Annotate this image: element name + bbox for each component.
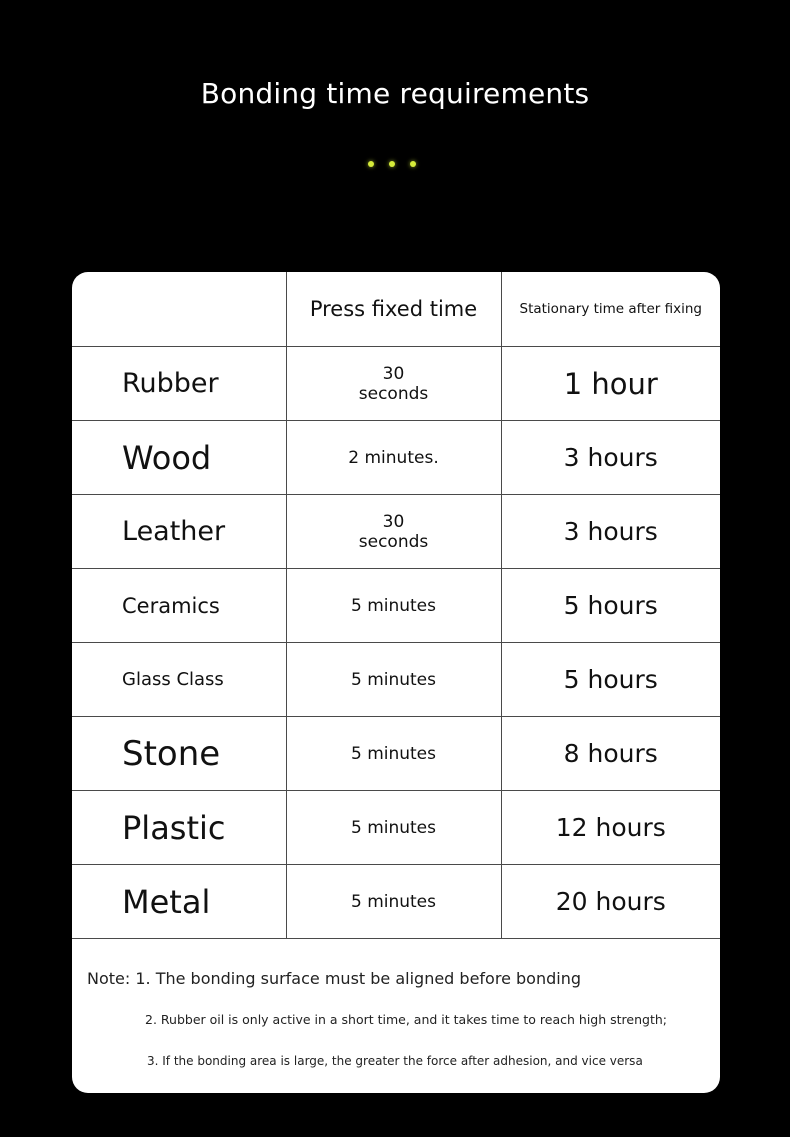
press-time-cell (286, 347, 501, 421)
stationary-time-cell: 5 hours (501, 643, 720, 717)
header-press-fixed-time: Press fixed time (286, 272, 501, 347)
stationary-time-cell: 12 hours (501, 791, 720, 865)
table-row (72, 643, 720, 717)
material-cell: Ceramics (72, 569, 286, 643)
table-row (72, 865, 720, 939)
header-stationary-time: Stationary time after fixing (501, 272, 720, 347)
material-cell: Metal (72, 865, 286, 939)
dot-icon (389, 161, 395, 167)
press-time-cell: 5 minutes (286, 569, 501, 643)
stationary-time-cell: 3 hours (501, 495, 720, 569)
dot-icon (410, 161, 416, 167)
stationary-time-cell: 20 hours (501, 865, 720, 939)
material-cell: Rubber (72, 347, 286, 421)
note-line-3: 3. If the bonding area is large, the greater the force after adhesion, and vice versa (147, 1054, 643, 1068)
material-cell: Glass Class (72, 643, 286, 717)
table-row (72, 717, 720, 791)
table-row (72, 791, 720, 865)
material-cell: Stone (72, 717, 286, 791)
material-cell: Plastic (72, 791, 286, 865)
note-line-2: 2. Rubber oil is only active in a short time, and it takes time to reach high strength; (145, 1012, 667, 1027)
press-time-cell (286, 495, 501, 569)
material-cell: Leather (72, 495, 286, 569)
dot-icon (368, 161, 374, 167)
page-title: Bonding time requirements (200, 77, 590, 110)
table-header-row (72, 272, 720, 347)
bonding-time-card (72, 272, 720, 1093)
press-time-value: 30 seconds (358, 511, 429, 552)
table-row (72, 495, 720, 569)
table-row (72, 421, 720, 495)
notes-section (72, 939, 720, 1093)
table-row (72, 569, 720, 643)
bonding-time-table (72, 272, 720, 939)
stationary-time-cell: 8 hours (501, 717, 720, 791)
press-time-cell: 2 minutes. (286, 421, 501, 495)
stationary-time-cell: 3 hours (501, 421, 720, 495)
press-time-cell: 5 minutes (286, 717, 501, 791)
stationary-time-cell: 5 hours (501, 569, 720, 643)
press-time-cell: 5 minutes (286, 643, 501, 717)
material-cell: Wood (72, 421, 286, 495)
table-row (72, 347, 720, 421)
press-time-value: 30 seconds (358, 363, 429, 404)
header-material (72, 272, 286, 347)
note-line-1: Note: 1. The bonding surface must be aligned before bonding (87, 969, 581, 988)
press-time-cell: 5 minutes (286, 791, 501, 865)
press-time-cell: 5 minutes (286, 865, 501, 939)
stationary-time-cell: 1 hour (501, 347, 720, 421)
decorative-dots (368, 161, 416, 169)
